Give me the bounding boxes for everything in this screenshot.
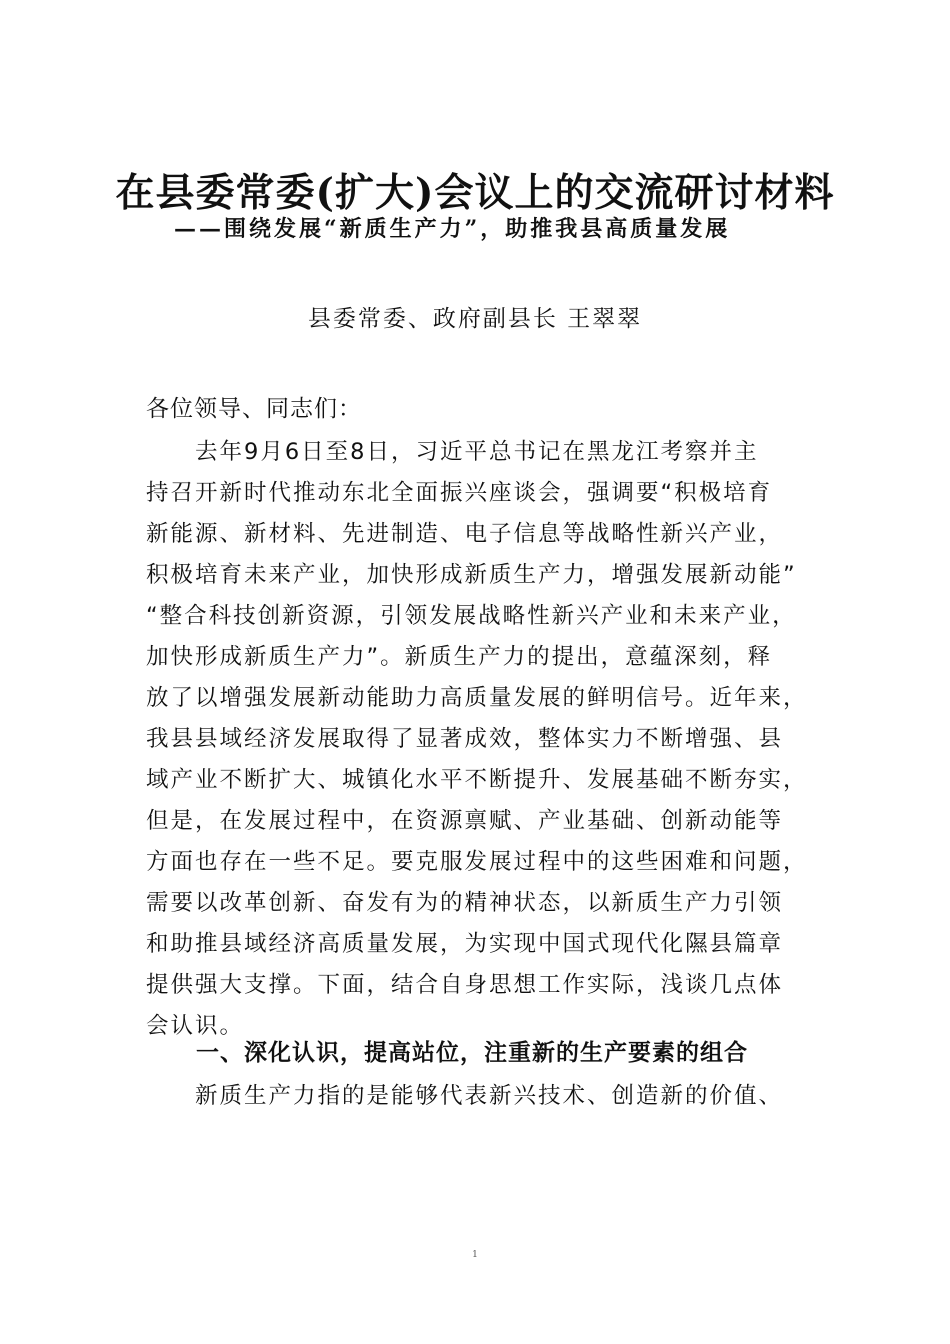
paragraph-line: 放了以增强发展新动能助力高质量发展的鲜明信号。近年来， — [146, 685, 808, 711]
document-title: 在县委常委(扩大)会议上的交流研讨材料 — [115, 170, 835, 216]
salutation: 各位领导、同志们： — [146, 396, 362, 422]
document-subtitle: ——围绕发展“新质生产力”，助推我县高质量发展 — [174, 216, 731, 242]
paragraph-line: 我县县域经济发展取得了显著成效，整体实力不断增强、县 — [146, 726, 784, 752]
page-number: 1 — [472, 1250, 478, 1260]
body-paragraph-2 — [146, 1076, 846, 1117]
paragraph-line: 加快形成新质生产力”。新质生产力的提出，意蕴深刻，释 — [146, 644, 773, 670]
paragraph-line: 去年9月6日至8日，习近平总书记在黑龙江考察并主 — [146, 439, 759, 465]
paragraph-line: 会认识。 — [146, 1013, 245, 1039]
paragraph-line: 和助推县域经济高质量发展，为实现中国式现代化隰县篇章 — [146, 931, 784, 957]
paragraph-line: “整合科技创新资源，引领发展战略性新兴产业和未来产业， — [146, 603, 797, 629]
paragraph-line: 需要以改革创新、奋发有为的精神状态，以新质生产力引领 — [146, 890, 784, 916]
section-heading-1: 一、深化认识，提高站位，注重新的生产要素的组合 — [196, 1040, 748, 1066]
body-paragraph-1 — [146, 432, 846, 1047]
paragraph-line: 但是，在发展过程中，在资源禀赋、产业基础、创新动能等 — [146, 808, 784, 834]
paragraph-line: 方面也存在一些不足。要克服发展过程中的这些困难和问题， — [146, 849, 808, 875]
paragraph-line: 域产业不断扩大、城镇化水平不断提升、发展基础不断夯实， — [146, 767, 808, 793]
paragraph-line: 持召开新时代推动东北全面振兴座谈会，强调要“积极培育 — [146, 480, 773, 506]
paragraph-line: 提供强大支撑。下面，结合自身思想工作实际，浅谈几点体 — [146, 972, 784, 998]
paragraph-line: 积极培育未来产业，加快形成新质生产力，增强发展新动能” — [146, 562, 797, 588]
paragraph-line: 新质生产力指的是能够代表新兴技术、创造新的价值、 — [146, 1083, 784, 1109]
paragraph-line: 新能源、新材料、先进制造、电子信息等战略性新兴产业， — [146, 521, 784, 547]
author-line: 县委常委、政府副县长 王翠翠 — [307, 306, 643, 332]
